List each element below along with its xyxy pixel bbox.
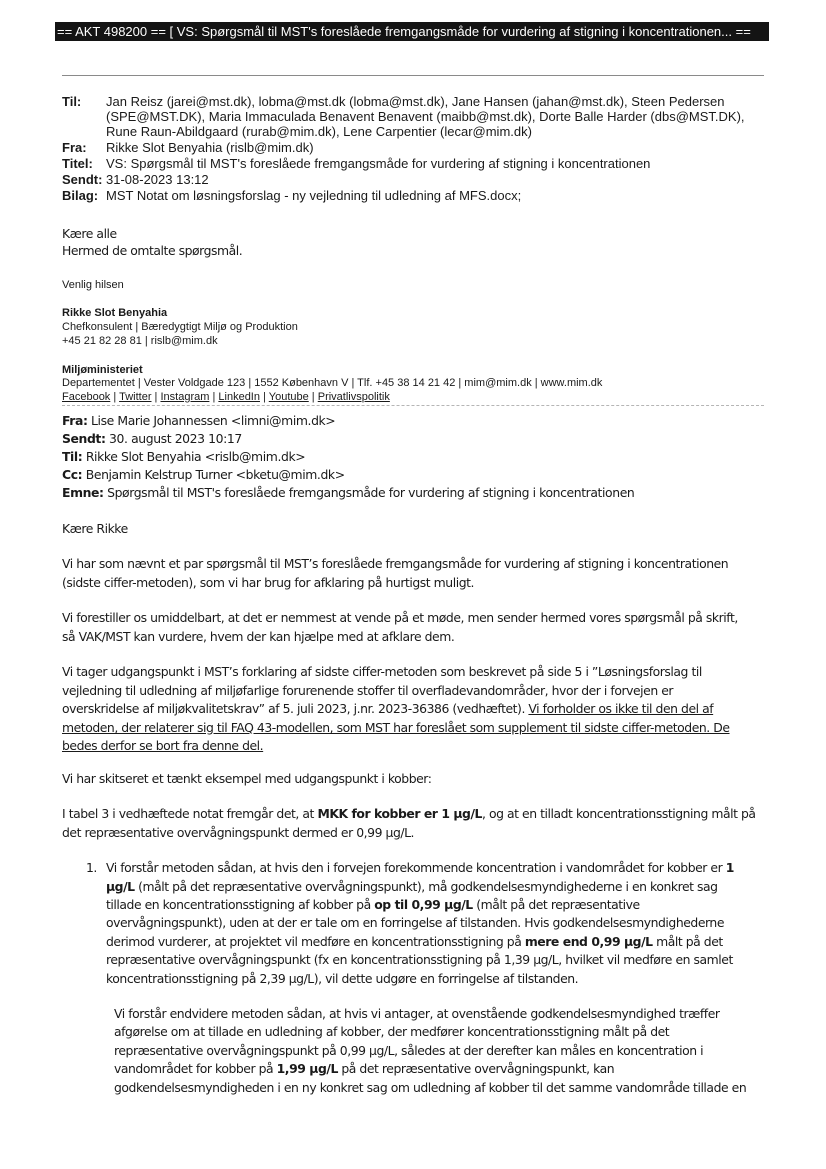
sub-line-4 <box>114 1061 614 1076</box>
p5-text-c: , og at en tilladt koncentrationsstigning målt på <box>481 806 756 821</box>
fw-emne-label: Emne: <box>62 485 104 500</box>
item-line-7: koncentrationsstigning på 2,39 µg/L), vil dette udgøre en forringelse af tilstanden. <box>106 971 579 986</box>
sub-line-1: Vi forstår endvidere metoden sådan, at hvis vi antager, at ovenstående godkendelsesmyndighed træffer <box>114 1006 720 1021</box>
body-greeting: Kære Rikke <box>62 521 128 536</box>
sub-bold: 1,99 µg/L <box>276 1061 338 1076</box>
bilag-label: Bilag: <box>62 188 99 203</box>
signature-org: Miljøministeriet <box>62 364 143 376</box>
titel-value: VS: Spørgsmål til MST's foreslåede fremgangsmåde for vurdering af stigning i koncentrationen <box>106 156 651 171</box>
item-line-5 <box>106 934 723 949</box>
link-separator: | <box>209 391 219 403</box>
p1-line-1: Vi har som nævnt et par spørgsmål til MST’s foreslåede fremgangsmåde for vurdering af stigning i koncentrationen <box>62 556 729 571</box>
p3-line-1: Vi tager udgangspunkt i MST’s forklaring af sidste ciffer-metoden som beskrevet på side 5 i ”Løsningsforslag til <box>62 664 702 679</box>
p3-underlined-start: Vi forholder os ikke til den del af <box>528 701 714 716</box>
bilag-value: MST Notat om løsningsforslag - ny vejledning til udledning af MFS.docx; <box>106 188 522 203</box>
sub-line-2: afgørelse om at tillade en udledning af kobber, der medfører koncentrationsstigning målt på det <box>114 1024 670 1039</box>
fw-til-value: Rikke Slot Benyahia <rislb@mim.dk> <box>82 449 306 464</box>
twitter-link[interactable]: Twitter <box>119 391 152 403</box>
sub-text: vandområdet for kobber på <box>114 1061 277 1076</box>
message-line: Hermed de omtalte spørgsmål. <box>62 243 243 258</box>
facebook-link[interactable]: Facebook <box>62 391 111 403</box>
item-text: (målt på det repræsentative <box>472 897 640 912</box>
til-line-1: Jan Reisz (jarei@mst.dk), lobma@mst.dk (lobma@mst.dk), Jane Hansen (jahan@mst.dk), Steen Pedersen <box>106 94 725 109</box>
p3-line-4: metoden, der relaterer sig til FAQ 43-modellen, som MST har foreslået som supplement til sidste ciffer-metoden. De <box>62 720 730 735</box>
social-links <box>62 391 390 403</box>
p4-line: Vi har skitseret et tænkt eksempel med udgangspunkt i kobber: <box>62 771 432 786</box>
youtube-link[interactable]: Youtube <box>268 391 309 403</box>
fw-fra-value: Lise Marie Johannessen <limni@mim.dk> <box>87 413 336 428</box>
signature-title: Chefkonsulent | Bæredygtigt Miljø og Produktion <box>62 321 298 333</box>
p5-line-2: det repræsentative overvågningspunkt dermed er 0,99 µg/L. <box>62 825 415 840</box>
item-line-3 <box>106 897 640 912</box>
item-bold: mere end 0,99 µg/L <box>524 934 653 949</box>
p2-line-2: så VAK/MST kan vurdere, hvem der kan hjælpe med at afklare dem. <box>62 629 455 644</box>
fw-sendt-value: 30. august 2023 10:17 <box>105 431 242 446</box>
p5-bold: MKK for kobber er 1 µg/L <box>317 806 482 821</box>
p2-line-1: Vi forestiller os umiddelbart, at det er nemmest at vende på et møde, men sender hermed vores spørgsmål på skrift, <box>62 610 738 625</box>
fw-til-label: Til: <box>62 449 83 464</box>
p3-line-2: vejledning til udledning af miljøfarlige forurenende stoffer til overfladevandområder, hvor der i forvejen er <box>62 683 674 698</box>
fw-fra-label: Fra: <box>62 413 88 428</box>
message-greeting: Kære alle <box>62 226 117 241</box>
signature-address: Departementet | Vester Voldgade 123 | 1552 København V | Tlf. +45 38 14 21 42 | mim@mim.dk | www.mim.dk <box>62 377 603 389</box>
p5-line-1 <box>62 806 756 821</box>
closing: Venlig hilsen <box>62 279 124 291</box>
list-item-number: 1. <box>86 860 97 875</box>
item-line-4: overvågningspunkt), uden at der er tale om en forringelse af tilstanden. Hvis godkendelsesmyndighederne <box>106 915 725 930</box>
fw-emne <box>62 485 634 500</box>
p5-text-a: I tabel 3 i vedhæftede notat fremgår det, at <box>62 806 318 821</box>
sendt-label: Sendt: <box>62 172 103 187</box>
document-banner: == AKT 498200 == [ VS: Spørgsmål til MST's foreslåede fremgangsmåde for vurdering af stigning i koncentrationen... == <box>55 22 769 41</box>
item-text: derimod vurderer, at projektet vil medføre en koncentrationsstigning på <box>106 934 525 949</box>
item-line-6: repræsentative overvågningspunkt (fx en koncentrationsstigning på 1,39 µg/L, hvilket vil medføre en samlet <box>106 952 733 967</box>
link-separator: | <box>259 391 269 403</box>
fw-emne-value: Spørgsmål til MST's foreslåede fremgangsmåde for vurdering af stigning i koncentrationen <box>103 485 635 500</box>
p1-line-2: (sidste ciffer-metoden), som vi har brug for afklaring på hurtigst muligt. <box>62 575 475 590</box>
item-text: målt på det <box>652 934 723 949</box>
instagram-link[interactable]: Instagram <box>160 391 210 403</box>
item-line-1 <box>106 860 734 875</box>
fra-value: Rikke Slot Benyahia (rislb@mim.dk) <box>106 140 314 155</box>
item-bold: 1 <box>725 860 734 875</box>
fw-sendt <box>62 431 242 446</box>
link-separator: | <box>308 391 318 403</box>
til-line-2: (SPE@MST.DK), Maria Immaculada Benavent Benavent (maibb@mst.dk), Dorte Balle Harder (dbs@MST.DK), <box>106 109 745 124</box>
link-separator: | <box>110 391 120 403</box>
p3-line-3-text: overskridelse af miljøkvalitetskrav” af 5. juli 2023, j.nr. 2023-36386 (vedhæftet). <box>62 701 529 716</box>
fra-label: Fra: <box>62 140 87 155</box>
fw-cc-label: Cc: <box>62 467 83 482</box>
link-separator: | <box>151 391 161 403</box>
item-text: (målt på det repræsentative overvågningspunkt), må godkendelsesmyndighederne i en konkret sag <box>134 879 718 894</box>
privacy-policy-link[interactable]: Privatlivspolitik <box>317 391 390 403</box>
sub-text: på det repræsentative overvågningspunkt, kan <box>337 1061 615 1076</box>
titel-label: Titel: <box>62 156 93 171</box>
p3-line-5: bedes derfor se bort fra denne del. <box>62 738 264 753</box>
p3-line-3 <box>62 701 713 716</box>
sub-line-3: repræsentative overvågningspunkt på 0,99 µg/L, således at der derefter kan måles en koncentration i <box>114 1043 704 1058</box>
fw-sendt-label: Sendt: <box>62 431 106 446</box>
signature-contact: +45 21 82 28 81 | rislb@mim.dk <box>62 335 218 347</box>
signature-name: Rikke Slot Benyahia <box>62 307 168 319</box>
item-text: tillade en koncentrationsstigning af kobber på <box>106 897 375 912</box>
linkedin-link[interactable]: LinkedIn <box>218 391 260 403</box>
fw-cc <box>62 467 345 482</box>
item-bold: op til 0,99 µg/L <box>374 897 473 912</box>
forward-divider <box>62 405 764 406</box>
item-bold: µg/L <box>106 879 135 894</box>
fw-cc-value: Benjamin Kelstrup Turner <bketu@mim.dk> <box>82 467 345 482</box>
header-divider <box>62 75 764 76</box>
sendt-value: 31-08-2023 13:12 <box>106 172 209 187</box>
fw-fra <box>62 413 335 428</box>
til-line-3: Rune Raun-Abildgaard (rurab@mim.dk), Lene Carpentier (lecar@mim.dk) <box>106 124 532 139</box>
fw-til <box>62 449 305 464</box>
sub-line-5: godkendelsesmyndigheden i en ny konkret sag om udledning af kobber til det samme vandområde tillade en <box>114 1080 747 1095</box>
item-line-2 <box>106 879 718 894</box>
item-text: Vi forstår metoden sådan, at hvis den i forvejen forekommende koncentration i vandområdet for kobber er <box>106 860 726 875</box>
til-label: Til: <box>62 94 82 109</box>
